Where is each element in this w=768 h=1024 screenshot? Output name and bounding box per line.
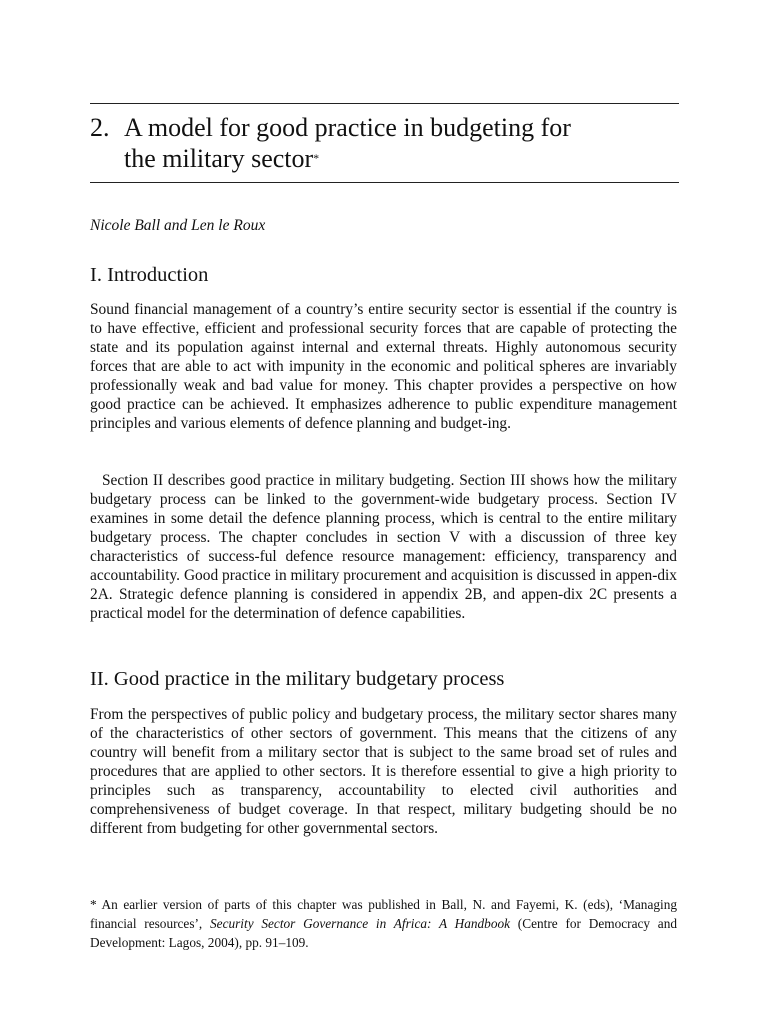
chapter-title-line1: A model for good practice in budgeting for: [124, 113, 571, 142]
title-rule-bottom: [90, 182, 679, 183]
footnote: [90, 895, 677, 952]
introduction-paragraph-1: Sound financial management of a country’s entire security sector is essential if the country is to have effective, efficient and professional security forces that are capable of protecting the state and its population against internal and external threats. Highly autonomous security forces that are able to act with impunity in the economic and political spheres are invariably professionally weak and bad value for money. This chapter provides a perspective on how good practice can be achieved. It emphasizes adherence to public expenditure management principles and various elements of defence planning and budget-ing.: [90, 301, 677, 432]
chapter-title: [90, 112, 680, 174]
chapter-number: 2.: [90, 113, 110, 142]
chapter-title-line2: the military sector: [124, 144, 314, 173]
title-rule-top: [90, 103, 679, 104]
chapter-footnote-marker[interactable]: *: [313, 151, 320, 165]
introduction-paragraph-2: Section II describes good practice in military budgeting. Section III shows how the military budgetary process can be linked to the government-wide budgetary process. Section IV examines in some detail the defence planning process, which is central to the entire military budgetary process. The chapter concludes in section V with a discussion of three key characteristics of success-ful defence resource management: efficiency, transparency and accountability. Good practice in military procurement and acquisition is discussed in appen-dix 2A. Strategic defence planning is considered in appendix 2B, and appen-dix 2C presents a practical model for the determination of defence capabilities.: [90, 472, 677, 622]
section-heading-introduction: I. Introduction: [90, 264, 209, 286]
chapter-authors: Nicole Ball and Len le Roux: [90, 217, 266, 234]
footnote-text-before: * An earlier version of parts of this chapter was published in Ball, N. and Fayemi, K. (eds), ‘Managing financial resources’,: [90, 897, 677, 931]
footnote-book-title: Security Sector Governance in Africa: A Handbook: [210, 916, 511, 931]
footnote-text-after: (Centre for Democracy and Development: Lagos, 2004), pp. 91–109.: [90, 916, 677, 950]
good-practice-paragraph-1: From the perspectives of public policy and budgetary process, the military sector shares many of the characteristics of other sectors of government. This means that the citizens of any country will benefit from a military sector that is subject to the same broad set of rules and procedures that are applied to other sectors. It is therefore essential to give a high priority to principles such as transparency, accountability to elected civil authorities and comprehensiveness of budget coverage. In that respect, military budgeting should be no different from budgeting for other governmental sectors.: [90, 706, 677, 837]
section-heading-good-practice: II. Good practice in the military budgetary process: [90, 668, 505, 690]
